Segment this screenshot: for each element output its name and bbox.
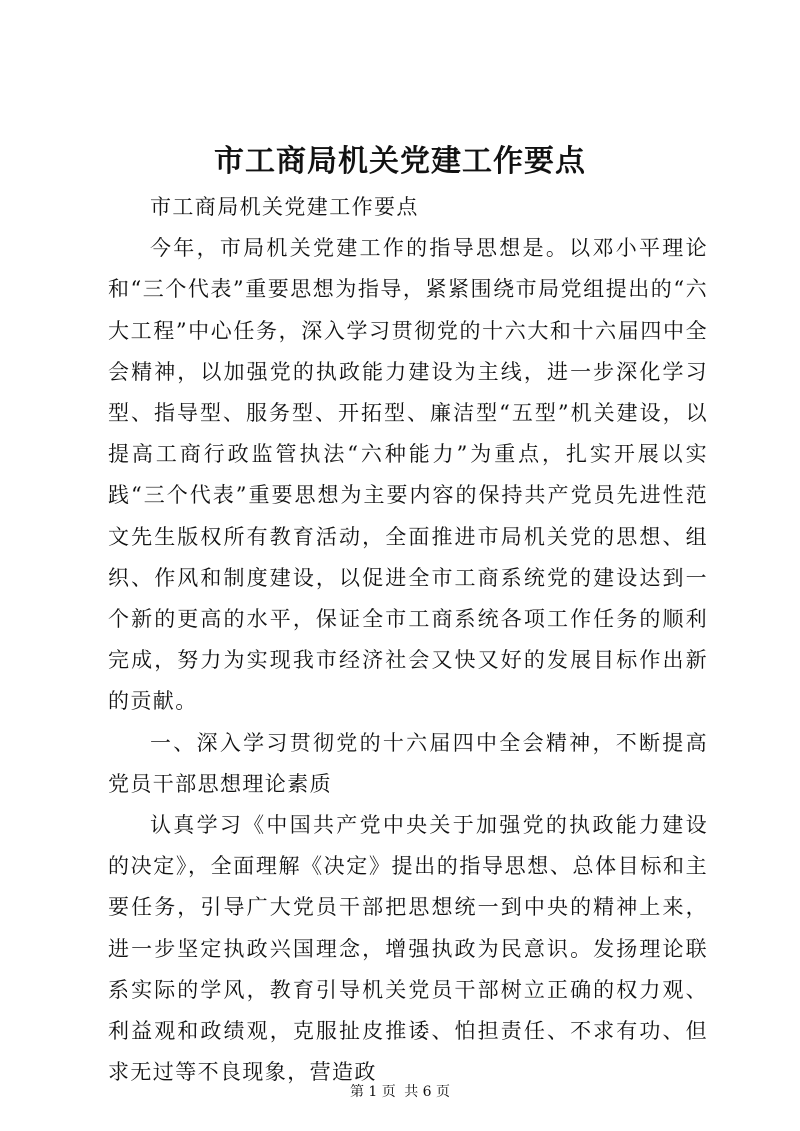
document-body: [108, 187, 708, 1093]
paragraph-section-heading-1: 一、深入学习贯彻党的十六届四中全会精神，不断提高党员干部思想理论素质: [108, 730, 708, 796]
page-number: 第 1 页: [349, 1084, 396, 1100]
total-pages: 共 6 页: [404, 1084, 451, 1100]
page-footer: [0, 1082, 800, 1102]
paragraph-subtitle: 市工商局机关党建工作要点: [150, 195, 419, 219]
paragraph-study-decision: 认真学习《中国共产党中央关于加强党的执政能力建设的决定》，全面理解《决定》提出的指导思想、总体目标和主要任务，引导广大党员干部把思想统一到中央的精神上来，进一步坚定执政兴国理念，增强执政为民意识。发扬理论联系实际的学风，教育引导机关党员干部树立正确的权力观、利益观和政绩观，克服扯皮推诿、怕担责任、不求有功、但求无过等不良现象，营造政: [108, 813, 708, 1085]
document-title: 市工商局机关党建工作要点: [214, 144, 586, 179]
paragraph-guiding-ideology: 今年，市局机关党建工作的指导思想是。以邓小平理论和“三个代表”重要思想为指导，紧紧围绕市局党组提出的“六大工程”中心任务，深入学习贯彻党的十六大和十六届四中全会精神，以加强党的执政能力建设为主线，进一步深化学习型、指导型、服务型、开拓型、廉洁型“五型”机关建设，以提高工商行政监管执法“六种能力”为重点，扎实开展以实践“三个代表”重要思想为主要内容的保持共产党员先进性范文先生版权所有教育活动，全面推进市局机关党的思想、组织、作风和制度建设，以促进全市工商系统党的建设达到一个新的更高的水平，保证全市工商系统各项工作任务的顺利完成，努力为实现我市经济社会又快又好的发展目标作出新的贡献。: [108, 236, 708, 714]
